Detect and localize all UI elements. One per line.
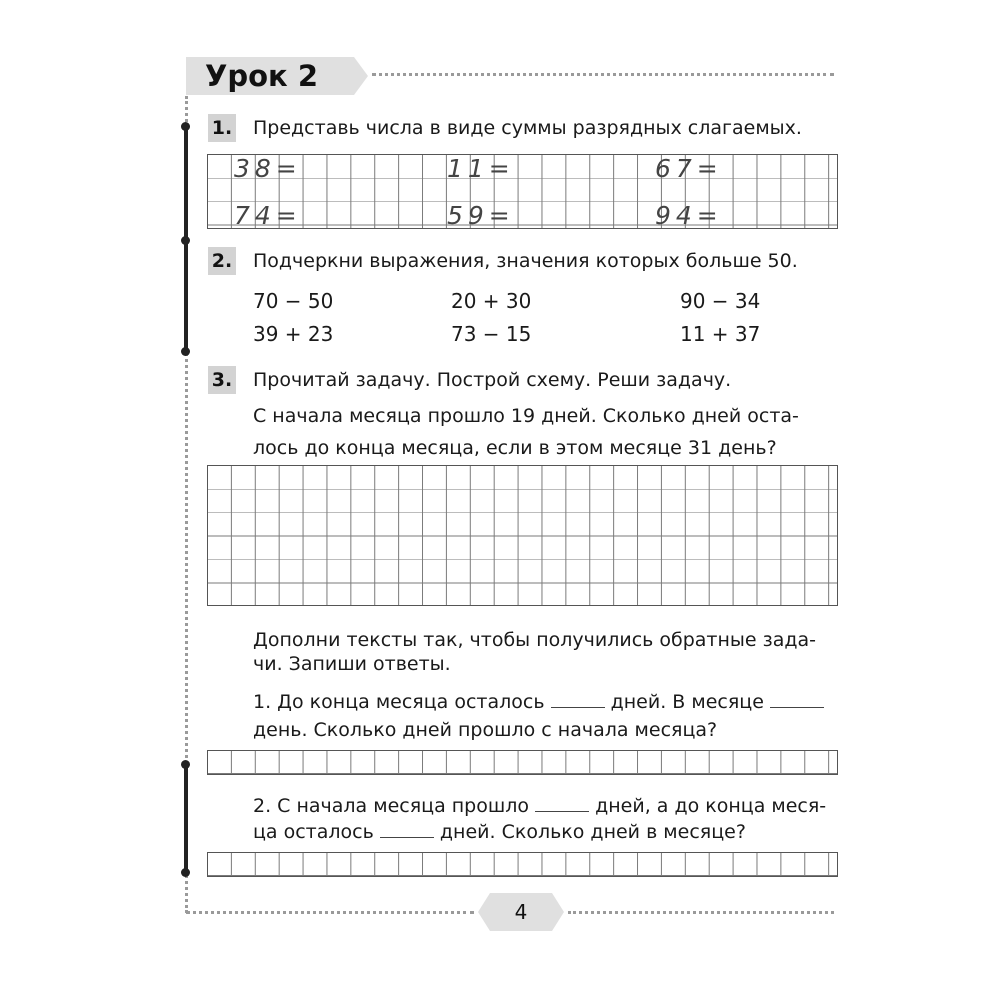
inverse-instruction-line1: Дополни тексты так, чтобы получились обратные зада- xyxy=(253,629,817,651)
inverse-problem-2-part-a: 2. С начала месяца прошло xyxy=(253,795,530,817)
inverse-problem-2-part-c: ца осталось xyxy=(253,821,374,843)
inverse-problem-2-line2 xyxy=(253,818,746,846)
task-3-problem-line1: С начала месяца прошло 19 дней. Сколько дней оста- xyxy=(253,405,799,427)
expression[interactable]: 20 + 30 xyxy=(451,289,532,313)
expression[interactable]: 70 − 50 xyxy=(253,289,334,313)
footer-dotted-line-right xyxy=(568,911,834,914)
task-1-entry: 11= xyxy=(447,154,515,183)
task-number-3: 3. xyxy=(208,366,236,394)
expression[interactable]: 90 − 34 xyxy=(680,289,761,313)
task-3-problem-line2: лось до конца месяца, если в этом месяце 31 день? xyxy=(253,437,777,459)
timeline-dot xyxy=(181,347,190,356)
task-3-solution-grid[interactable] xyxy=(207,465,838,606)
task-1-entry: 59= xyxy=(447,201,515,230)
task-1-entry: 74= xyxy=(234,201,302,230)
inverse-problem-1-part-b: дней. В месяце xyxy=(610,691,764,713)
inverse-problem-2-answer-grid[interactable] xyxy=(207,852,838,877)
lesson-title: Урок 2 xyxy=(205,59,318,93)
inverse-instruction-line2: чи. Запиши ответы. xyxy=(253,653,451,675)
task-1-entry: 94= xyxy=(655,201,723,230)
task-number-1: 1. xyxy=(208,114,236,142)
timeline-dot xyxy=(181,122,190,131)
timeline-bar-task3 xyxy=(184,765,188,873)
task-1-entry: 67= xyxy=(655,154,723,183)
task-3-text: Прочитай задачу. Построй схему. Реши задачу. xyxy=(253,369,732,391)
inverse-problem-2-part-d: дней. Сколько дней в месяце? xyxy=(439,821,746,843)
expression[interactable]: 11 + 37 xyxy=(680,322,761,346)
page-number: 4 xyxy=(514,900,528,924)
inverse-problem-2-line1 xyxy=(253,792,826,820)
expression[interactable]: 39 + 23 xyxy=(253,322,334,346)
task-1-entry: 38= xyxy=(234,154,302,183)
blank-field[interactable] xyxy=(770,706,824,708)
inverse-problem-1-part-a: 1. До конца месяца осталось xyxy=(253,691,545,713)
timeline-dot xyxy=(181,868,190,877)
timeline-dot xyxy=(181,760,190,769)
timeline-bar-task2 xyxy=(184,241,188,351)
task-number-2: 2. xyxy=(208,247,236,275)
blank-field[interactable] xyxy=(535,810,589,812)
blank-field[interactable] xyxy=(380,836,434,838)
inverse-problem-1-line2: день. Сколько дней прошло с начала месяца? xyxy=(253,719,718,741)
inverse-problem-1-line1 xyxy=(253,688,824,716)
inverse-problem-2-part-b: дней, а до конца меся- xyxy=(595,795,827,817)
blank-field[interactable] xyxy=(551,706,605,708)
timeline-bar-task1 xyxy=(184,127,188,241)
footer-dotted-line-left xyxy=(186,911,474,914)
header-dotted-line xyxy=(372,73,834,76)
expression[interactable]: 73 − 15 xyxy=(451,322,532,346)
task-1-text: Представь числа в виде суммы разрядных слагаемых. xyxy=(253,117,802,139)
task-2-text: Подчеркни выражения, значения которых больше 50. xyxy=(253,250,798,272)
inverse-problem-1-answer-grid[interactable] xyxy=(207,750,838,775)
